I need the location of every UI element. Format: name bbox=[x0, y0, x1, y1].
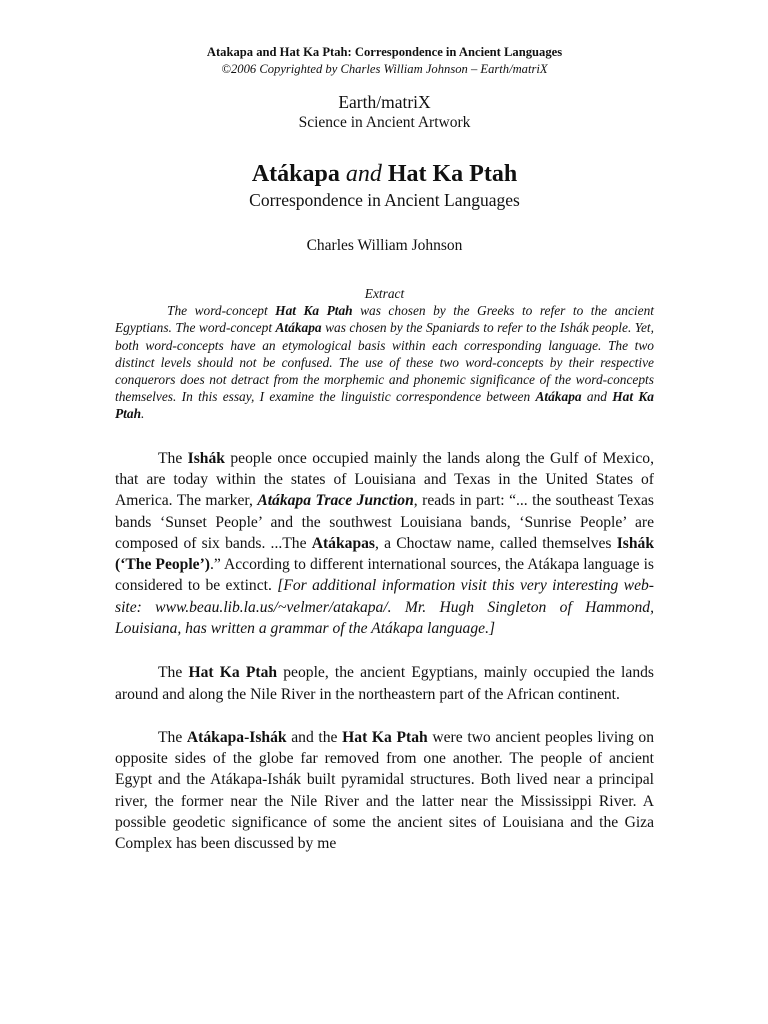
paragraph-comparison bbox=[115, 727, 654, 855]
extract-b1: Hat Ka Ptah bbox=[275, 303, 353, 319]
extract-text bbox=[115, 302, 654, 422]
p2-b1: Hat Ka Ptah bbox=[188, 664, 278, 682]
extract-b4: Hat Ka Ptah bbox=[115, 389, 654, 422]
p2-s1: The bbox=[158, 664, 189, 682]
p1-marker-name: Atákapa Trace Junction bbox=[257, 492, 414, 510]
header-copyright: ©2006 Copyrighted by Charles William Johnson – Earth/matriX bbox=[221, 62, 548, 76]
extract-b3: Atákapa bbox=[535, 389, 582, 405]
site-name: Earth/matriX bbox=[338, 92, 431, 112]
p1-s1: The bbox=[158, 449, 188, 467]
title-part2: Hat Ka Ptah bbox=[387, 161, 518, 187]
paragraph-ishak bbox=[115, 448, 654, 640]
site-tagline: Science in Ancient Artwork bbox=[298, 114, 471, 131]
p1-s5: .” According to different international sources, the Atákapa language is considered to be extinct. bbox=[115, 556, 654, 595]
p3-b2: Hat Ka Ptah bbox=[342, 728, 428, 746]
extract-s5: . bbox=[141, 406, 145, 422]
p1-b2: Atákapas bbox=[311, 534, 375, 552]
p1-b3: Ishák (‘The People’) bbox=[115, 534, 654, 574]
document-title bbox=[115, 160, 654, 188]
p1-additional-info: [For additional information visit this very interesting web-site: www.beau.lib.la.us/~velmer/atakapa/. Mr. Hugh Singleton of Hammond, Louisiana, has written a grammar of the Atákapa language.] bbox=[115, 577, 654, 637]
p1-s4: , a Choctaw name, called themselves bbox=[374, 534, 617, 552]
extract-s2: was chosen by the Greeks to refer to the ancient Egyptians. The word-concept bbox=[115, 303, 654, 336]
p3-s1: The bbox=[158, 728, 187, 746]
title-connector: and bbox=[345, 161, 382, 187]
page-header bbox=[115, 0, 654, 78]
author-name: Charles William Johnson bbox=[306, 237, 463, 254]
p2-s2: people, the ancient Egyptians, mainly occupied the lands around and along the Nile River in the northeastern part of the African continent. bbox=[115, 664, 654, 703]
extract-s3: was chosen by the Spaniards to refer to the Ishák people. Yet, both word-concepts have an etymological basis within each corresponding language. The two distinct levels should not be confused. The use of these two word-concepts by their respective conquerors does not detract from the morphemic and phonemic significance of the word-concepts themselves. In this essay, I examine the linguistic correspondence between bbox=[115, 320, 654, 405]
body-text bbox=[115, 448, 654, 855]
extract-s4: and bbox=[581, 389, 613, 405]
title-part1: Atákapa bbox=[251, 161, 340, 187]
p1-b1: Ishák bbox=[187, 449, 225, 467]
document-subtitle: Correspondence in Ancient Languages bbox=[249, 190, 520, 210]
extract-section bbox=[115, 285, 654, 423]
extract-label: Extract bbox=[364, 286, 405, 301]
header-title: Atakapa and Hat Ka Ptah: Correspondence in Ancient Languages bbox=[206, 45, 563, 59]
p1-s2: people once occupied mainly the lands along the Gulf of Mexico, that are today within the states of Louisiana and Texas in the United States of America. The marker, bbox=[115, 449, 654, 510]
p3-b1: Atákapa-Ishák bbox=[186, 728, 287, 746]
p3-s3: were two ancient peoples living on opposite sides of the globe far removed from one another. The people of ancient Egypt and the Atákapa-Ishák built pyramidal structures. Both lived near a principal river, the former near the Nile River and the latter near the Mississippi River. A possible geodetic significance of some the ancient sites of Louisiana and the Giza Complex has been discussed by me bbox=[115, 728, 654, 853]
extract-b2: Atákapa bbox=[275, 320, 322, 336]
site-block bbox=[115, 92, 654, 133]
p3-s2: and the bbox=[286, 728, 343, 746]
extract-s1: The word-concept bbox=[167, 303, 276, 319]
p1-s3: , reads in part: “... the southeast Texas bands ‘Sunset People’ and the southwest Louisiana bands, ‘Sunrise People’ are composed of six bands. ...The bbox=[115, 492, 654, 552]
paragraph-hat-ka-ptah bbox=[115, 662, 654, 705]
